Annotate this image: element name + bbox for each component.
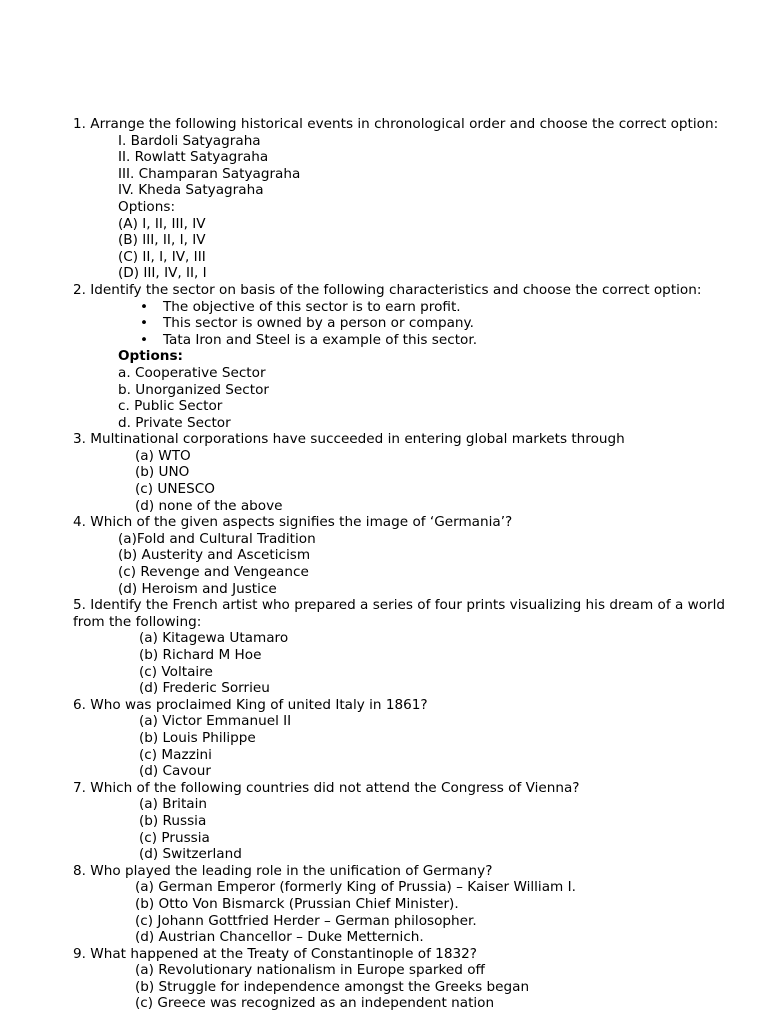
q2-bullet bbox=[73, 299, 753, 316]
q6-option: (c) Mazzini bbox=[139, 746, 212, 763]
q3-option: (a) WTO bbox=[135, 447, 191, 464]
question-2: 2. Identify the sector on basis of the following characteristics and choose the correct option: bbox=[73, 281, 702, 298]
q6-option: (d) Cavour bbox=[139, 763, 211, 780]
q4-option: (b) Austerity and Asceticism bbox=[118, 547, 311, 564]
q2-bullet-text: Tata Iron and Steel is a example of this sector. bbox=[163, 331, 478, 348]
q6-option: (a) Victor Emmanuel II bbox=[139, 713, 292, 730]
q5-option: (c) Voltaire bbox=[139, 663, 213, 680]
q7-option: (a) Britain bbox=[139, 796, 208, 813]
q4-option: (a)Fold and Cultural Tradition bbox=[118, 530, 316, 547]
q5-option: (a) Kitagewa Utamaro bbox=[139, 630, 289, 647]
q1-option: (A) I, II, III, IV bbox=[118, 215, 206, 232]
question-6: 6. Who was proclaimed King of united Italy in 1861? bbox=[73, 696, 428, 713]
q2-option: a. Cooperative Sector bbox=[118, 364, 266, 381]
q7-option: (c) Prussia bbox=[139, 829, 210, 846]
question-8: 8. Who played the leading role in the unification of Germany? bbox=[73, 862, 493, 879]
bullet-icon: • bbox=[140, 298, 149, 315]
q4-option: (c) Revenge and Vengeance bbox=[118, 564, 309, 581]
q1-item: IV. Kheda Satyagraha bbox=[118, 182, 264, 199]
q4-option: (d) Heroism and Justice bbox=[118, 580, 277, 597]
q8-option: (c) Johann Gottfried Herder – German philosopher. bbox=[135, 912, 477, 929]
question-5: 5. Identify the French artist who prepared a series of four prints visualizing his dream of a world from the following: bbox=[73, 597, 726, 630]
q1-option: (C) II, I, IV, III bbox=[118, 248, 206, 265]
q2-bullet bbox=[73, 315, 753, 332]
q8-option: (b) Otto Von Bismarck (Prussian Chief Minister). bbox=[135, 895, 459, 912]
q2-bullet-text: This sector is owned by a person or company. bbox=[163, 315, 474, 332]
question-paper bbox=[73, 116, 753, 1012]
q2-option: d. Private Sector bbox=[118, 414, 231, 431]
q9-option: (b) Struggle for independence amongst the Greeks began bbox=[135, 978, 530, 995]
q2-bullet-text: The objective of this sector is to earn profit. bbox=[163, 298, 461, 315]
q1-item: I. Bardoli Satyagraha bbox=[118, 132, 261, 149]
q8-option: (a) German Emperor (formerly King of Prussia) – Kaiser William I. bbox=[135, 879, 576, 896]
question-4: 4. Which of the given aspects signifies the image of ‘Germania’? bbox=[73, 514, 513, 531]
q1-option: (B) III, II, I, IV bbox=[118, 232, 206, 249]
q2-bullet bbox=[73, 332, 753, 349]
q5-option: (b) Richard M Hoe bbox=[139, 647, 262, 663]
q3-option: (d) none of the above bbox=[135, 497, 283, 514]
q8-option: (d) Austrian Chancellor – Duke Metternich. bbox=[135, 929, 424, 946]
bullet-icon: • bbox=[140, 331, 149, 348]
q2-options-label: Options: bbox=[118, 348, 183, 365]
question-1: 1. Arrange the following historical events in chronological order and choose the correct option: bbox=[73, 116, 719, 132]
q3-option: (c) UNESCO bbox=[135, 481, 215, 498]
q1-item: III. Champaran Satyagraha bbox=[118, 165, 301, 182]
q1-item: II. Rowlatt Satyagraha bbox=[118, 149, 269, 166]
q3-option: (b) UNO bbox=[135, 464, 190, 481]
q6-option: (b) Louis Philippe bbox=[139, 729, 256, 746]
q1-options-label: Options: bbox=[118, 198, 176, 215]
question-3: 3. Multinational corporations have succeeded in entering global markets through bbox=[73, 431, 625, 448]
q9-option: (a) Revolutionary nationalism in Europe sparked off bbox=[135, 962, 485, 979]
question-9: 9. What happened at the Treaty of Constantinople of 1832? bbox=[73, 945, 477, 962]
q7-option: (d) Switzerland bbox=[139, 846, 242, 863]
q1-option: (D) III, IV, II, I bbox=[118, 265, 207, 282]
bullet-icon: • bbox=[140, 315, 149, 332]
q2-option: c. Public Sector bbox=[118, 398, 223, 415]
q7-option: (b) Russia bbox=[139, 812, 207, 829]
q2-option: b. Unorganized Sector bbox=[118, 381, 270, 398]
q9-option: (c) Greece was recognized as an independent nation bbox=[135, 995, 495, 1012]
question-7: 7. Which of the following countries did not attend the Congress of Vienna? bbox=[73, 779, 580, 796]
q5-option: (d) Frederic Sorrieu bbox=[139, 680, 270, 697]
